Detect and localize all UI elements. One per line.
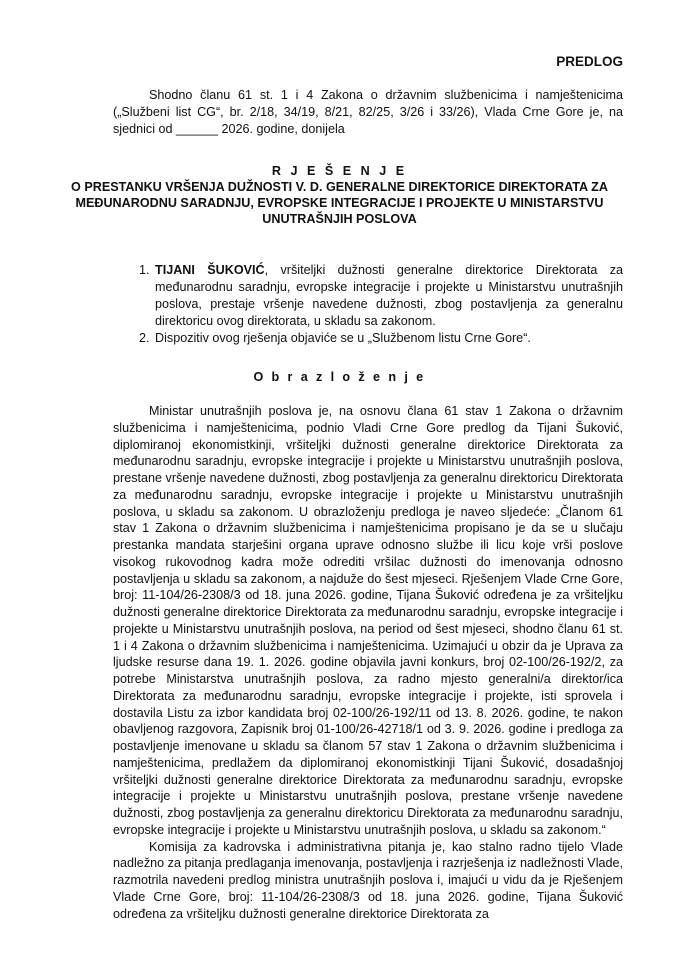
decision-item-1 xyxy=(153,262,623,330)
decision-title xyxy=(56,163,623,227)
decision-item-1-text: , vršiteljki dužnosti generalne direktorice Direktorata za međunarodnu saradnju, evropske integracije i projekte u Ministarstvu unutrašnjih poslova, prestaje vršenje navedene dužnosti, zbog postavljenja za generalnu direktoricu ovog direktorata, u skladu sa zakonom. xyxy=(155,263,624,328)
decision-item-2 xyxy=(153,330,623,347)
decision-item-1-name: TIJANI ŠUKOVIĆ xyxy=(155,263,265,277)
decision-title-line2: O PRESTANKU VRŠENJA DUŽNOSTI V. D. GENERALNE DIREKTORICE DIREKTORATA ZA MEĐUNARODNU SARADNJU, EVROPSKE INTEGRACIJE I PROJEKTE U MINISTARSTVU UNUTRAŠNJIH POSLOVA xyxy=(71,180,608,226)
intro-paragraph xyxy=(113,87,623,138)
intro-text: Shodno članu 61 st. 1 i 4 Zakona o državnim službenicima i namještenicima („Službeni list CG“, br. 2/18, 34/19, 8/21, 82/25, 3/26 i 33/26), Vlada Crne Gore je, na sjednici od ______ 2026. godine, donijela xyxy=(113,88,623,136)
decision-items xyxy=(113,262,623,347)
obrazlozenje-paragraph-2: Komisija za kadrovska i administrativna pitanja je, kao stalno radno tijelo Vlade nadležno za pitanja predlaganja imenovanja, postavljenja i razrješenja iz nadležnosti Vlade, razmotrila navedeni predlog ministra unutrašnjih poslova i, imajući u vidu da je Rješenjem Vlade Crne Gore, broj: 11-104/26-2308/3 od 18. juna 2026. godine, Tijana Šuković određena za vršiteljku dužnosti generalne direktorice Direktorata za xyxy=(113,839,623,921)
obrazlozenje-title: O b r a z l o ž e n j e xyxy=(253,370,426,384)
obrazlozenje-body xyxy=(113,403,623,922)
obrazlozenje-paragraph-1: Ministar unutrašnjih poslova je, na osnovu člana 61 stav 1 Zakona o državnim službenicima i namještenicima, podnio Vladi Crne Gore predlog da Tijani Šuković, diplomiranoj ekonomistkinji, vršiteljki dužnosti generalne direktorice Direktorata za međunarodnu saradnju, evropske integracije i projekte u Ministarstvu unutrašnjih poslova, prestane vršenje navedene dužnosti, zbog postavljenja za generalnu direktoricu Direktorata za međunarodnu saradnju, evropske integracije i projekte u Ministarstvu unutrašnjih poslova, u skladu sa zakonom. U obrazloženju predloga je naveo sljedeće: „Članom 61 stav 1 Zakona o državnim službenicima i namještenicima propisano je da se u slučaju prestanka mandata starješini organa uprave odnosno službe ili licu koje vrši poslove visokog rukovodnog kadra može odrediti vršilac dužnosti do imenovanja odnosno postavljenja u skladu sa zakonom, a najduže do šest mjeseci. Rješenjem Vlade Crne Gore, broj: 11-104/26-2308/3 od 18. juna 2026. godine, Tijana Šuković određena je za vršiteljku dužnosti generalne direktorice Direktorata za međunarodnu saradnju, evropske integracije i projekte u Ministarstvu unutrašnjih poslova, na period od šest mjeseci, shodno članu 61 st. 1 i 4 Zakona o državnim službenicima i namještenicima. Uzimajući u obzir da je Uprava za ljudske resurse dana 19. 1. 2026. godine objavila javni konkurs, broj 02-100/26-192/2, za potrebe Ministarstva unutrašnjih poslova, za radno mjesto generalni/a direktor/ica Direktorata za međunarodnu saradnju, evropske integracije i projekte, isti sprovela i dostavila Listu za izbor kandidata broj 02-100/26-192/11 od 13. 8. 2026. godine, te nakon obavljenog razgovora, Zapisnik broj 01-100/26-42718/1 od 3. 9. 2026. godine i predloga za postavljenje imenovane u skladu sa članom 57 stav 1 Zakona o državnim službenicima i namještenicima, predlažem da diplomiranoj ekonomistkinji Tijani Šuković, dosadašnjoj vršiteljki dužnosti generalne direktorice Direktorata za međunarodnu saradnju, evropske integracije i projekte u Ministarstvu unutrašnjih poslova, prestane vršenje navedene dužnosti, zbog postavljenja za generalnu direktoricu Direktorata za međunarodnu saradnju, evropske integracije i projekte u Ministarstvu unutrašnjih poslova, u skladu sa zakonom.“ xyxy=(113,404,623,837)
predlog-label: PREDLOG xyxy=(556,54,623,69)
decision-item-2-text: Dispozitiv ovog rješenja objaviće se u „Službenom listu Crne Gore“. xyxy=(155,331,531,345)
decision-title-line1: R J E Š E N J E xyxy=(271,164,408,178)
